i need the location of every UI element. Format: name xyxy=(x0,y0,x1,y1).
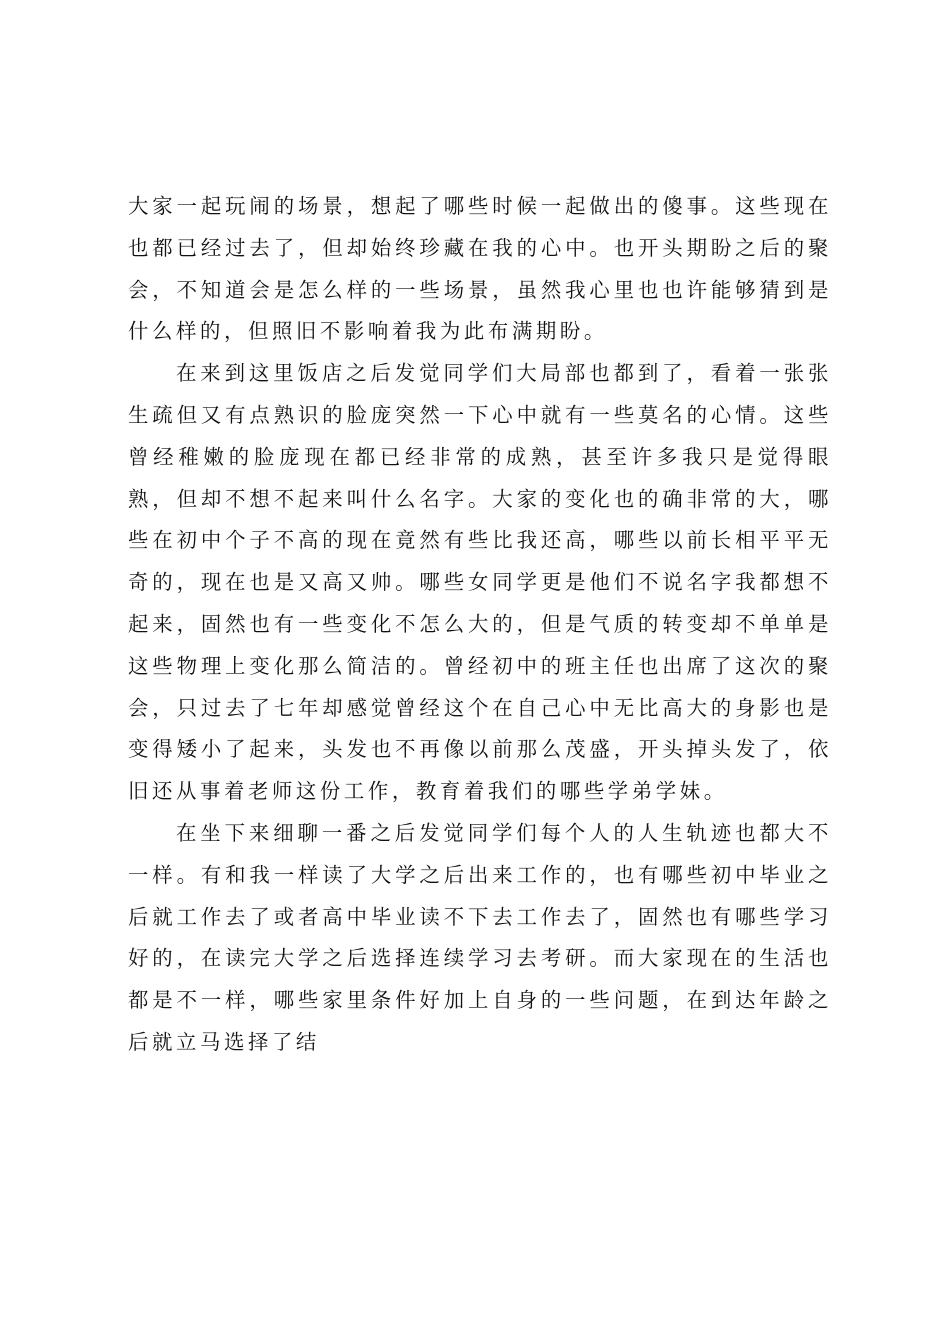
paragraph-1: 大家一起玩闹的场景，想起了哪些时候一起做出的傻事。这些现在也都已经过去了，但却始终珍藏在我的心中。也开头期盼之后的聚会，不知道会是怎么样的一些场景，虽然我心里也也许能够猜到是什么样的，但照旧不影响着我为此布满期盼。 xyxy=(128,194,832,344)
document-body xyxy=(128,186,832,1064)
paragraph-2: 在来到这里饭店之后发觉同学们大局部也都到了，看着一张张生疏但又有点熟识的脸庞突然一下心中就有一些莫名的心情。这些曾经稚嫩的脸庞现在都已经非常的成熟，甚至许多我只是觉得眼熟，但却不想不起来叫什么名字。大家的变化也的确非常的大，哪些在初中个子不高的现在竟然有些比我还高，哪些以前长相平平无奇的，现在也是又高又帅。哪些女同学更是他们不说名字我都想不起来，固然也有一些变化不怎么大的，但是气质的转变却不单单是这些物理上变化那么简洁的。曾经初中的班主任也出席了这次的聚会，只过去了七年却感觉曾经这个在自己心中无比高大的身影也是变得矮小了起来，头发也不再像以前那么茂盛，开头掉头发了，依旧还从事着老师这份工作，教育着我们的哪些学弟学妹。 xyxy=(128,361,832,804)
paragraph-3: 在坐下来细聊一番之后发觉同学们每个人的人生轨迹也都大不一样。有和我一样读了大学之后出来工作的，也有哪些初中毕业之后就工作去了或者高中毕业读不下去工作去了，固然也有哪些学习好的，在读完大学之后选择连续学习去考研。而大家现在的生活也都是不一样，哪些家里条件好加上自身的一些问题，在到达年龄之后就立马选择了结 xyxy=(128,820,832,1054)
